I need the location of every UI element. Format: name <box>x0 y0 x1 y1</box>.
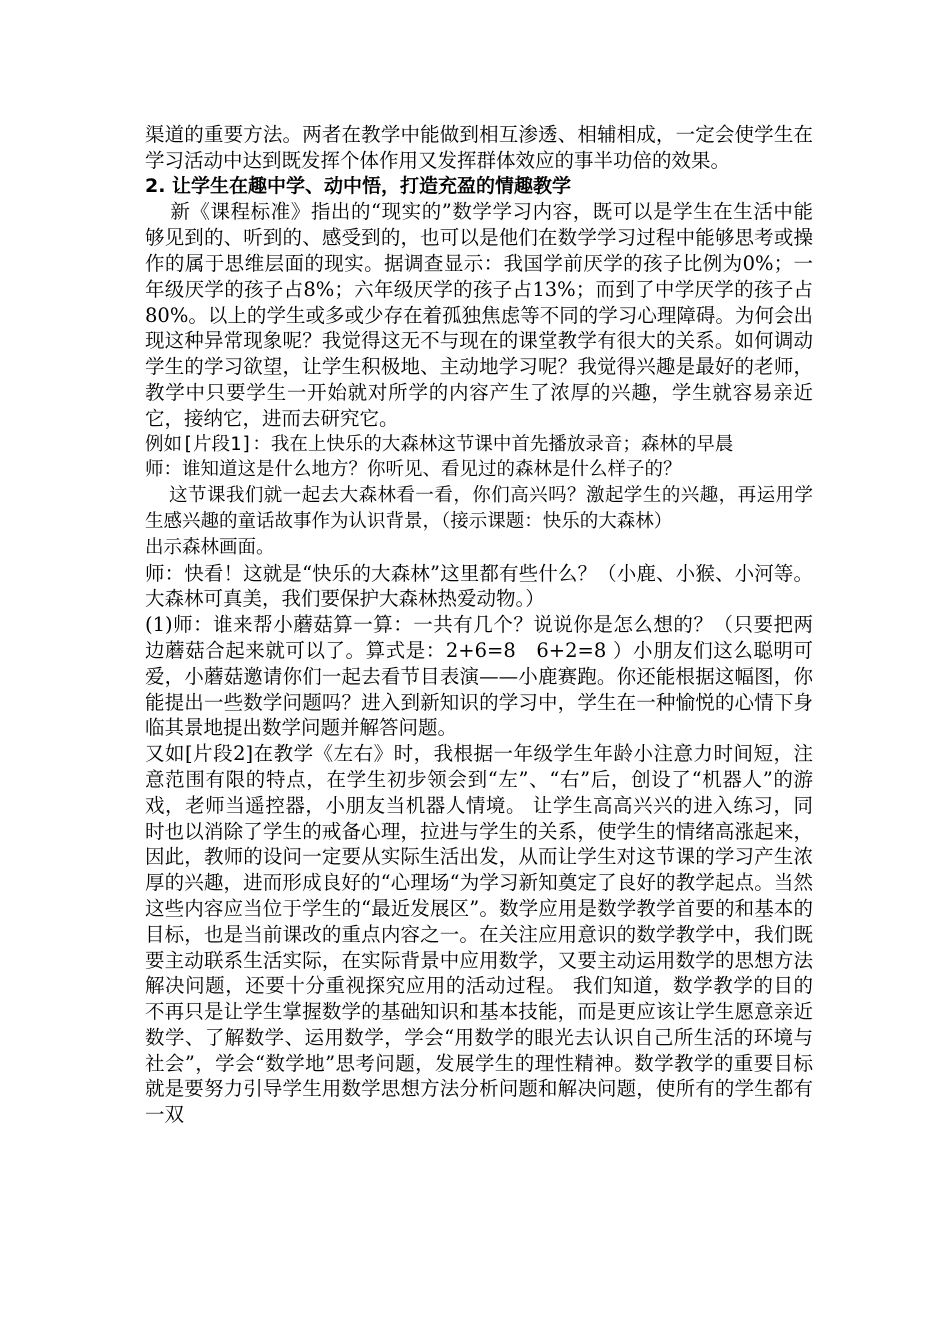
section-heading: 2. 让学生在趣中学、动中悟，打造充盈的情趣教学 <box>145 174 572 197</box>
paragraph-example-1: 例如[片段1]：我在上快乐的大森林这节课中首先播放录音；森林的早晨 <box>145 433 734 455</box>
paragraph-example-2: 又如[片段2]在教学《左右》时，我根据一年级学生年龄小注意力时间短，注意范围有限的特点，在学生初步领会到“左”、“右”后，创设了“机器人”的游戏，老师当遥控器，小朋友当机器人情境。 让学生高高兴兴的进入练习，同时也以消除了学生的戒备心理，拉进与学生的关系，使学生的情绪高涨起来，因此，教师的设问一定要从实际生活出发，从而让学生对这节课的学习产生浓厚的兴趣，进而形成良好的“心理场“为学习新知奠定了良好的教学起点。当然这些内容应当位于学生的“最近发展区”。数学应用是数学教学首要的和基本的目标，也是当前课改的重点内容之一。在关注应用意识的数学教学中，我们既要主动联系生活实际，在实际背景中应用数学，又要主动运用数学的思想方法解决问题，还要十分重视探究应用的活动过程。 我们知道，数学教学的目的不再只是让学生掌握数学的基础知识和基本技能，而是更应该让学生愿意亲近数学、了解数学、运用数学，学会“用数学的眼光去认识自己所生活的环境与社会”，学会“数学地”思考问题，发展学生的理性精神。数学教学的重要目标就是要努力引导学生用数学思想方法分析问题和解决问题，使所有的学生都有一双 <box>145 742 813 1127</box>
paragraph-show-forest: 出示森林画面。 <box>145 536 275 558</box>
paragraph-intro: 渠道的重要方法。两者在教学中能做到相互渗透、相辅相成，一定会使学生在学习活动中达到既发挥个体作用又发挥群体效应的事半功倍的效果。 <box>145 123 813 172</box>
paragraph-mushroom: (1)师：谁来帮小蘑菇算一算：一共有几个？说说你是怎么想的？（只要把两边蘑菇合起来就可以了。算式是：2+6=8 6+2=8 ）小朋友们这么聪明可爱，小蘑菇邀请你们一起去看节目表演——小鹿赛跑。你还能根据这幅图，你能提出一些数学问题吗？进入到新知识的学习中，学生在一种愉悦的心情下身临其景地提出数学问题并解答问题。 <box>145 613 813 740</box>
paragraph-teacher-question: 师：谁知道这是什么地方？你听见、看见过的森林是什么样子的？ <box>145 459 682 481</box>
paragraph-curriculum: 新《课程标准》指出的“现实的”数学学习内容，既可以是学生在生活中能够见到的、听到的、感受到的，也可以是他们在数学学习过程中能够思考或操作的属于思维层面的现实。据调查显示：我国学前厌学的孩子比例为0%；一年级厌学的孩子占8%；六年级厌学的孩子占13%；而到了中学厌学的孩子占80%。以上的学生或多或少存在着孤独焦虑等不同的学习心理障碍。为何会出现这种异常现象呢？我觉得这无不与现在的课堂教学有很大的关系。如何调动学生的学习欲望，让学生积极地、主动地学习呢？我觉得兴趣是最好的老师，教学中只要学生一开始就对所学的内容产生了浓厚的兴趣，学生就容易亲近它，接纳它，进而去研究它。 <box>145 200 813 430</box>
paragraph-lesson-intro: 这节课我们就一起去大森林看一看，你们高兴吗？激起学生的兴趣，再运用学生感兴趣的童话故事作为认识背景，（接示课题：快乐的大森林） <box>145 485 813 532</box>
document-page <box>145 122 813 1128</box>
paragraph-teacher-look: 师：快看！这就是“快乐的大森林”这里都有些什么？（小鹿、小猴、小河等。大森林可真美，我们要保护大森林热爱动物。） <box>145 561 813 611</box>
